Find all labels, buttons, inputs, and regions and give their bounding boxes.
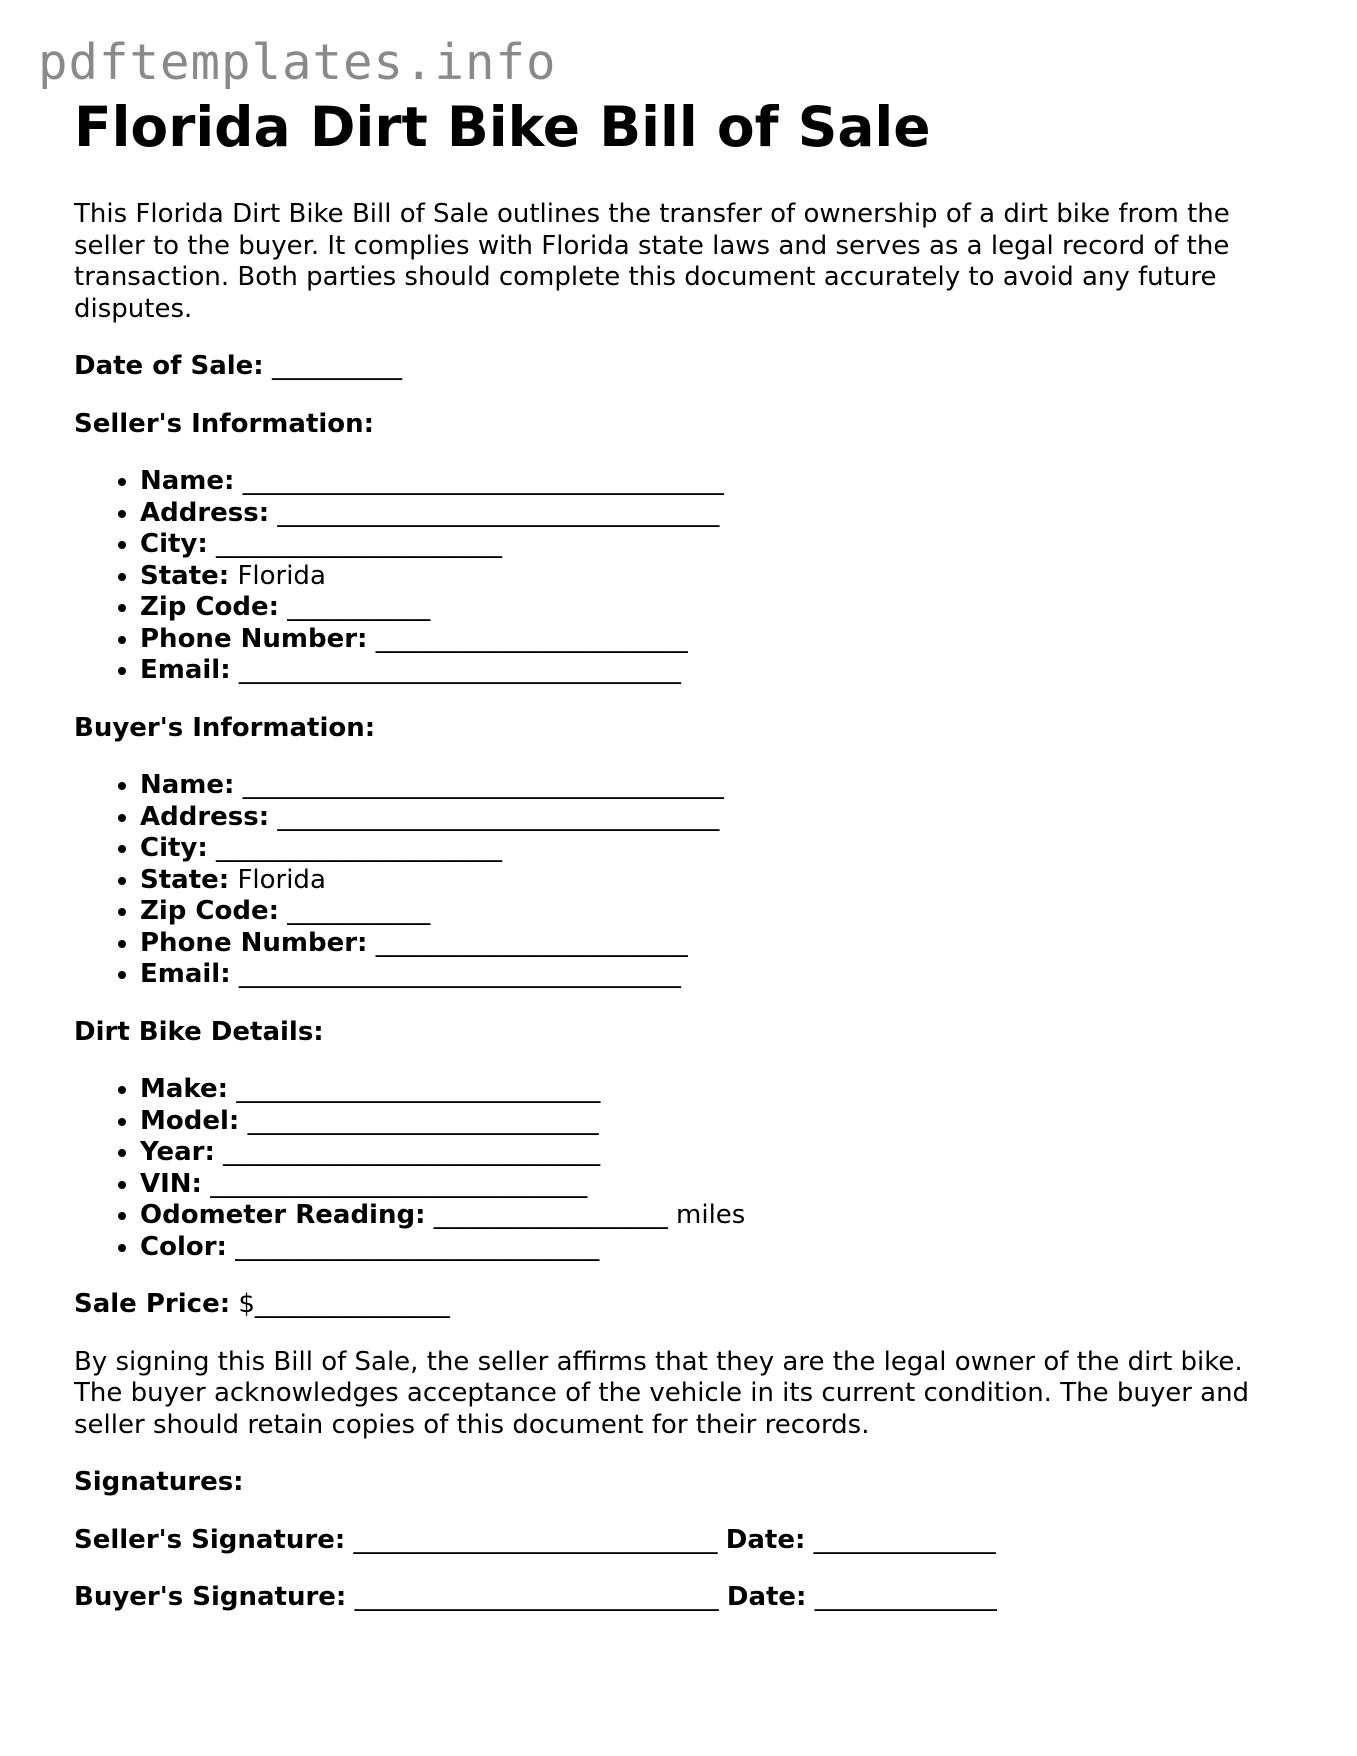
buyer-signature-label: Buyer's Signature: [74,1582,347,1613]
seller-signature-label: Seller's Signature: [74,1524,346,1555]
seller-zip-field[interactable]: ___________ [287,592,431,623]
bike-make-label: Make: [140,1074,229,1105]
buyer-address-field[interactable]: __________________________________ [277,801,720,832]
list-item [140,1200,1294,1232]
list-item [140,592,1294,624]
seller-date-label: Date: [725,1524,806,1555]
seller-email-field[interactable]: __________________________________ [238,655,681,686]
sale-price [74,1289,1294,1321]
bike-fields-list [74,1074,1294,1263]
seller-city-label: City: [140,529,208,560]
closing-paragraph: By signing this Bill of Sale, the seller affirms that they are the legal owner of the dirt bike. The buyer acknowledges acceptance of the vehicle in its current condition. The buyer and seller should retain copies of this document for their records. [74,1346,1250,1440]
buyer-city-label: City: [140,833,208,864]
buyer-fields-list [74,770,1294,991]
bike-heading: Dirt Bike Details: [74,1016,324,1047]
list-item [140,1169,1294,1201]
bike-year-label: Year: [140,1137,215,1168]
list-item [140,529,1294,561]
bike-odometer-field[interactable]: __________________ miles [433,1200,746,1231]
signatures-heading: Signatures: [74,1467,244,1498]
buyer-state-label: State: [140,864,230,895]
buyer-state-value: Florida [237,864,326,895]
seller-zip-label: Zip Code: [140,592,280,623]
buyer-zip-field[interactable]: ___________ [287,896,431,927]
list-item [140,498,1294,530]
bike-color-label: Color: [140,1231,227,1262]
date-of-sale-label: Date of Sale: [74,351,264,382]
seller-heading: Seller's Information: [74,408,375,439]
page-title: Florida Dirt Bike Bill of Sale [74,95,931,159]
bike-vin-label: VIN: [140,1168,202,1199]
bike-color-field[interactable]: ____________________________ [235,1231,600,1262]
bike-vin-field[interactable]: _____________________________ [210,1168,588,1199]
buyer-signature-field[interactable]: ____________________________ [354,1582,719,1613]
bike-odometer-label: Odometer Reading: [140,1200,426,1231]
seller-signature-field[interactable]: ____________________________ [353,1524,718,1555]
buyer-name-field[interactable]: _____________________________________ [242,770,724,801]
list-item [140,624,1294,656]
list-item [140,1137,1294,1169]
seller-phone-field[interactable]: ________________________ [375,623,688,654]
seller-fields-list [74,466,1294,687]
buyer-name-label: Name: [140,770,235,801]
seller-phone-label: Phone Number: [140,623,368,654]
list-item [140,1232,1294,1264]
buyer-email-field[interactable]: __________________________________ [238,959,681,990]
buyer-city-field[interactable]: ______________________ [216,833,503,864]
list-item [140,1074,1294,1106]
sale-price-label: Sale Price: [74,1289,231,1320]
seller-city-field[interactable]: ______________________ [216,529,503,560]
list-item [140,959,1294,991]
buyer-phone-field[interactable]: ________________________ [375,927,688,958]
buyer-phone-label: Phone Number: [140,927,368,958]
buyer-email-label: Email: [140,959,231,990]
list-item [140,928,1294,960]
list-item [140,1106,1294,1138]
sale-price-field[interactable]: $_______________ [238,1289,450,1320]
seller-address-field[interactable]: __________________________________ [277,497,720,528]
seller-name-label: Name: [140,466,235,497]
buyer-signature-row [74,1582,1294,1614]
seller-state-value: Florida [237,560,326,591]
list-item [140,896,1294,928]
seller-email-label: Email: [140,655,231,686]
bike-model-label: Model: [140,1105,240,1136]
date-of-sale-field[interactable]: __________ [271,351,402,382]
buyer-heading: Buyer's Information: [74,712,376,743]
seller-state-label: State: [140,560,230,591]
list-item [140,561,1294,593]
bike-make-field[interactable]: ____________________________ [236,1074,601,1105]
buyer-address-label: Address: [140,801,270,832]
list-item [140,770,1294,802]
buyer-zip-label: Zip Code: [140,896,280,927]
list-item [140,833,1294,865]
bike-model-field[interactable]: ___________________________ [247,1105,599,1136]
date-of-sale [74,351,1294,383]
list-item [140,655,1294,687]
list-item [140,466,1294,498]
list-item [140,865,1294,897]
intro-paragraph: This Florida Dirt Bike Bill of Sale outlines the transfer of ownership of a dirt bike from the seller to the buyer. It complies with Florida state laws and serves as a legal record of the transaction. Both parties should complete this document accurately to avoid any future disputes. [74,199,1230,324]
seller-address-label: Address: [140,497,270,528]
list-item [140,802,1294,834]
buyer-date-field[interactable]: ______________ [814,1582,997,1613]
document-page [74,96,1294,1614]
seller-name-field[interactable]: _____________________________________ [242,466,724,497]
watermark: pdftemplates.info [38,34,557,91]
bike-year-field[interactable]: _____________________________ [223,1137,601,1168]
seller-signature-row [74,1525,1294,1557]
buyer-date-label: Date: [726,1582,807,1613]
seller-date-field[interactable]: ______________ [813,1524,996,1555]
